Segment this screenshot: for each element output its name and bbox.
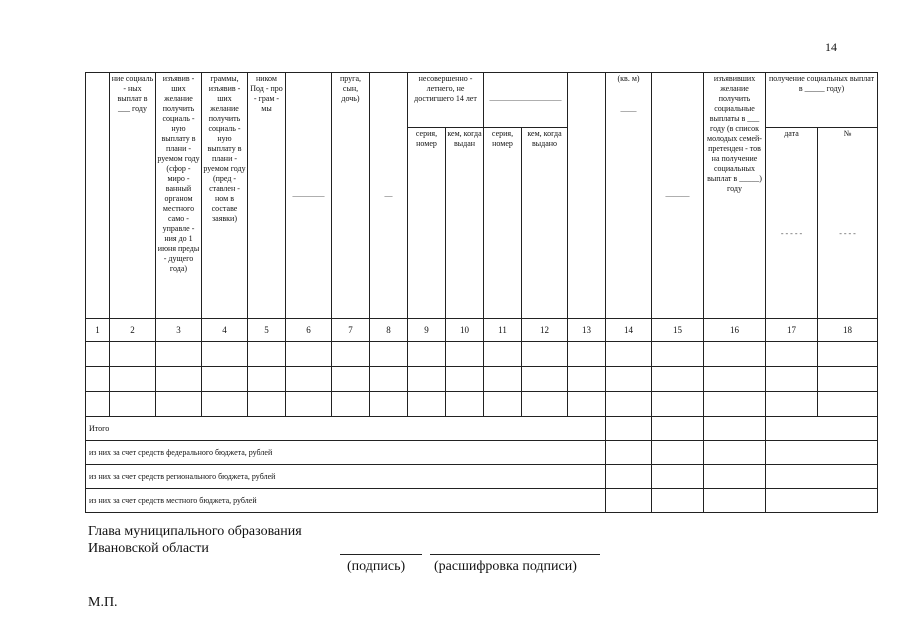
summary-label: из них за счет средств местного бюджета, рублей <box>86 489 606 513</box>
header-cell-16: изъявивших желание получить социальные выплаты в ___ году (в список молодых семей-претенден - тов на получение социальных выплат в _____) году <box>704 73 766 319</box>
header-cell-12: кем, когда выдано <box>522 128 568 319</box>
column-number: 5 <box>248 319 286 342</box>
empty-row <box>86 342 878 367</box>
column-number: 13 <box>568 319 606 342</box>
dash-mark: - - - - <box>839 229 856 238</box>
empty-row <box>86 392 878 417</box>
decode-line <box>430 554 600 555</box>
dash-mark: ———— <box>292 190 325 200</box>
dash-mark: — <box>384 190 393 200</box>
header-cell-17 <box>766 128 818 319</box>
header-cell-11: серия, номер <box>484 128 522 319</box>
decode-caption: (расшифровка подписи) <box>434 559 577 574</box>
form-table <box>85 72 878 513</box>
dash-mark: ————————— <box>489 95 562 104</box>
summary-label: из них за счет средств федерального бюджета, рублей <box>86 441 606 465</box>
signature-line <box>340 554 422 555</box>
column-number: 12 <box>522 319 568 342</box>
header-cell-17-18: получение социальных выплат в _____ году) <box>766 73 878 128</box>
signature-caption: (подпись) <box>347 559 406 574</box>
summary-row-federal <box>86 441 878 465</box>
column-number: 1 <box>86 319 110 342</box>
column-number: 3 <box>156 319 202 342</box>
header-cell-14 <box>606 73 652 319</box>
header-cell-3: изъявив - ших желание получить социаль - ную выплату в плани - руемом году (сфор - миро - ванный органом местного само - управле - ния до 1 июня преды - дущего года) <box>156 73 202 319</box>
dash-mark: - - - - - <box>780 229 803 238</box>
summary-row-regional <box>86 465 878 489</box>
dash-mark: ——— <box>665 190 690 200</box>
summary-row-total <box>86 417 878 441</box>
header-cell-2: ние социаль - ных выплат в ___ году <box>110 73 156 319</box>
column-number: 11 <box>484 319 522 342</box>
header-cell-8 <box>370 73 408 319</box>
column-number: 18 <box>818 319 878 342</box>
column-number: 10 <box>446 319 484 342</box>
column-number: 9 <box>408 319 446 342</box>
stamp-place-label: М.П. <box>88 595 118 610</box>
signatory-title-line1: Глава муниципального образования <box>88 524 302 539</box>
signatory-title-line2: Ивановской области <box>88 541 209 556</box>
column-number: 17 <box>766 319 818 342</box>
empty-row <box>86 367 878 392</box>
column-number: 2 <box>110 319 156 342</box>
column-number: 16 <box>704 319 766 342</box>
column-number: 8 <box>370 319 408 342</box>
header-cell-1 <box>86 73 110 319</box>
header-cell-18 <box>818 128 878 319</box>
dash-mark: —— <box>620 106 637 115</box>
header-cell-6 <box>286 73 332 319</box>
number-label: № <box>843 129 852 138</box>
header-cell-15 <box>652 73 704 319</box>
header-cell-5: ником Под - про - грам - мы <box>248 73 286 319</box>
header-cell-9-10: несовершенно - летнего, не достигшего 14 лет <box>408 73 484 128</box>
column-number: 7 <box>332 319 370 342</box>
column-number: 4 <box>202 319 248 342</box>
header-cell-13 <box>568 73 606 319</box>
column-number: 6 <box>286 319 332 342</box>
page-number: 14 <box>825 40 837 54</box>
header-row-top <box>86 73 878 128</box>
header-cell-11-12 <box>484 73 568 128</box>
summary-row-local <box>86 489 878 513</box>
header-cell-4: граммы, изъявив - ших желание получить социаль - ную выплату в плани - руемом году (пред - ставлен - ном в составе заявки) <box>202 73 248 319</box>
header-cell-10: кем, когда выдан <box>446 128 484 319</box>
column-number: 15 <box>652 319 704 342</box>
header-cell-7: пруга, сын, дочь) <box>332 73 370 319</box>
area-unit-label: (кв. м) <box>617 74 640 83</box>
column-number: 14 <box>606 319 652 342</box>
summary-label: из них за счет средств регионального бюджета, рублей <box>86 465 606 489</box>
summary-label: Итого <box>86 417 606 441</box>
column-numbers-row <box>86 319 878 342</box>
date-label: дата <box>784 129 799 138</box>
header-cell-9: серия, номер <box>408 128 446 319</box>
